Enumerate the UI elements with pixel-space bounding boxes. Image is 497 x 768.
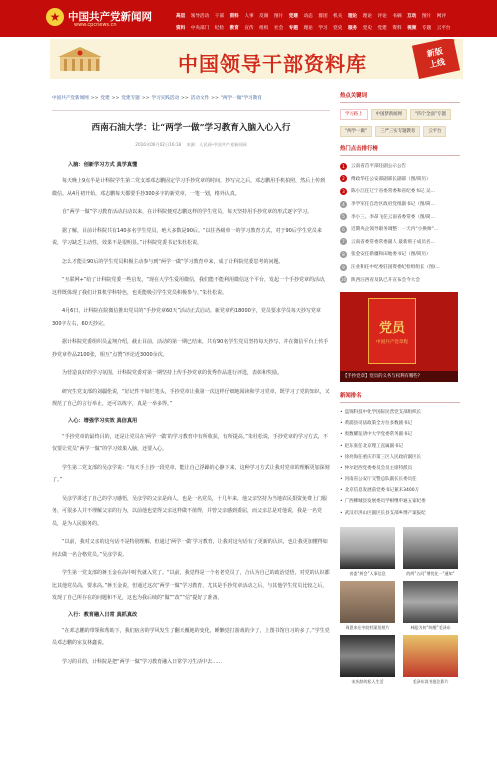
news-link[interactable]: • 北京信息发展前党委书记兼未3400万 <box>340 485 460 496</box>
nav-link[interactable]: 专题 <box>421 26 432 31</box>
article-paragraph: 4月6日，计科院在院微信推出党员的“手抄党章60天”活动正式启动。新党章约18000字，党员要求学员每天抄写党章300字左右，60天抄完。 <box>52 308 321 327</box>
banner-badge-line1: 新版 <box>426 46 444 59</box>
ranking-item[interactable] <box>340 261 460 274</box>
photo-card[interactable] <box>403 635 458 687</box>
banner-title: 中国领导干部资料库 <box>178 52 367 76</box>
news-link[interactable]: • 徐亮海任重庆市第三区人民政府副区长 <box>340 452 460 463</box>
article-meta <box>52 142 330 148</box>
nav-link[interactable]: 互动 <box>407 14 417 19</box>
nav-link[interactable]: 党建 <box>288 14 298 19</box>
article-paragraph: 每天晚上9点半是计科院学生第二党支部邓志鹏固定学习手抄党章的时间，抄写完之后，邓志鹏用手机拍照，然后上传到微信。从4月初开始，邓志鹏每天都要手抄300多字的新党章，一笔一划，格外认真。 <box>52 178 326 197</box>
ranking-item[interactable] <box>340 273 460 286</box>
section-heading: 入脑：创新学习方式 真学真懂 <box>68 162 138 168</box>
article-paragraph: 自“两学一做”学习教育活动启动以来，在计科院便对志鹏这样的学生党员，每天坚持用手抄党章的形式逐字学习。 <box>62 209 313 215</box>
photo-image <box>403 527 458 569</box>
photo-caption[interactable]: 林彪为何“叫醒”毛泽东 <box>410 624 451 630</box>
section-heading: 入心：增强学习实效 真信真用 <box>68 417 138 424</box>
article-paragraph: “手抄党章的最终目的，还是让党员在‘两学一做’的学习教育中有所收获，有所提高。”朱杜松说，手抄党章的学习方式，不仅要让党员“两学一做”的学习效果入脑，还要入心。 <box>52 433 328 452</box>
sidebar <box>340 92 460 687</box>
news-list <box>340 407 460 519</box>
photo-card[interactable] <box>340 527 395 579</box>
ranking-link[interactable]: 李小三、李昂飞任云南省委常委（图/简... <box>351 214 436 220</box>
nav-link[interactable]: 干部 <box>214 14 224 19</box>
ranking-link[interactable]: 陕西汪西省及队已开宣布会今大会 <box>351 277 420 283</box>
article-source: 来源：人民网-中国共产党新闻网 <box>186 142 247 147</box>
nav-link[interactable]: 评论 <box>377 14 387 19</box>
nav-link[interactable]: 理论 <box>303 26 313 31</box>
nav-link[interactable]: 宣传 <box>244 26 254 31</box>
article-paragraph: 学生第一党支部的蒋玉金在高中时代就入党了。“以前，我觉得是一个名老党员了，合认为自己的政治觉悟，对党的认识都比其他党员高，要求高。”蒋玉金说，但通过这次“两学一做”学习教育，尤其是手抄党章活动之后，与其他学生党员比较之后，发现了自己所存在的问题和不足，这也为我后续的“做”“改”“信”提好了准备。 <box>52 570 330 601</box>
breadcrumb-separator: >> <box>90 96 99 101</box>
nav-link[interactable]: 学习 <box>318 26 328 31</box>
nav-link[interactable]: 组织 <box>259 26 269 31</box>
ranking-heading: 热门点击排行榜 <box>340 145 460 156</box>
news-link[interactable]: • 广西柳城县发展委员学相继申通五家纪委 <box>340 496 460 507</box>
article-date: 2016年06月02日16:18 <box>135 142 182 147</box>
article-paragraph: 据计科院党委组织员孟翔介绍，截止目前，活动的第一期已结束，共有90名学生党员坚持每天抄写，并在微信平台上传手抄党章作品2100张，相互“点赞”评论近3000余次。 <box>52 339 329 358</box>
article-paragraph: “互联网+”给了计科院党委一些启发。“现在大学生爱用微信，我们能不能利用微信这个平台，发起一个手抄党章的活动，这样既体现了我们计算机学科特色，也更能吸引学生党员积极参与。”朱杜松说。 <box>52 277 329 296</box>
nav-link[interactable]: 服务 <box>347 26 358 31</box>
nav-row <box>176 10 446 22</box>
party-charter-promo[interactable] <box>340 292 458 382</box>
promo-banner[interactable] <box>50 39 463 79</box>
article-paragraph: “以前，我对父亲的这句话不是特别理解，但通过‘两学一做’学习教育，让我对这句话有了更新的认识，也让我更加懂得如何去做一名合格党员。”吴彦学说。 <box>52 539 328 558</box>
news-link[interactable]: • 河南省公安厅交警总队副长长委员任 <box>340 474 460 485</box>
nav-link[interactable]: 党建 <box>377 26 387 31</box>
nav-link[interactable]: 群团 <box>318 14 328 19</box>
photo-image <box>403 581 458 623</box>
nav-link[interactable]: 书摘 <box>392 14 402 19</box>
nav-link[interactable]: 领导活动 <box>190 14 210 19</box>
breadcrumb-link[interactable]: "两学一做"学习教育 <box>220 96 262 101</box>
breadcrumb-link[interactable]: 党建 <box>100 96 110 101</box>
hot-keyword-tag[interactable]: 中国梦新闻网 <box>371 109 407 120</box>
banner-badge <box>412 39 460 79</box>
nav-link[interactable]: 机关 <box>333 14 343 19</box>
breadcrumb-separator: >> <box>141 96 150 101</box>
nav-link[interactable]: 理论 <box>362 14 372 19</box>
article-paragraph: 据了解，目前计科院共有140多名学生党员，绝大多数是90后。“以往各级单一的学习教育方式，对于90后学生党员来说，学习缺乏主动性，效果不是很明显。”计科院党委书记朱杜松说。 <box>52 227 322 246</box>
hot-keywords-heading: 热点关键词 <box>340 92 460 103</box>
article-body <box>52 161 330 668</box>
ranking-item[interactable] <box>340 160 460 173</box>
nav-row <box>176 22 451 34</box>
ranking-link[interactable]: 近期央企领导职务调整：一天内“小换帅”... <box>351 227 439 233</box>
hot-keyword-tag[interactable]: “四个全面”专题 <box>410 109 451 120</box>
ranking-item[interactable] <box>340 210 460 223</box>
news-link[interactable]: • 武汉市洪山区副区长县支部乡博产案报纪 <box>340 508 460 519</box>
photo-image <box>340 635 395 677</box>
nav-link[interactable]: 人事 <box>244 14 254 19</box>
breadcrumb-link[interactable]: 党建专题 <box>121 96 140 101</box>
article-paragraph: 学习的目的，计科院是把“两学一做”学习教育融入日常学习生活中去…… <box>62 658 223 665</box>
promo-book-subtitle: 中国共产党章程 <box>375 339 409 345</box>
nav-link[interactable]: 党史 <box>333 26 343 31</box>
ranking-item[interactable] <box>340 236 460 249</box>
nav-link[interactable]: 资料 <box>392 26 402 31</box>
photo-card[interactable] <box>403 581 458 633</box>
nav-link[interactable]: 资料 <box>229 14 239 19</box>
nav-link[interactable]: 理论 <box>347 14 358 19</box>
nav-link[interactable]: 社会 <box>273 26 284 31</box>
news-link[interactable]: • 盘锦科技中化学国际民营党支部组织长 <box>340 407 460 418</box>
ranking-link[interactable]: 李学军任自治区政府党组副书记（图/简... <box>351 202 436 208</box>
hot-keyword-tag[interactable]: 学习路上 <box>340 109 368 120</box>
party-charter-book-image <box>368 298 416 364</box>
nav-link[interactable]: 视频 <box>407 26 417 31</box>
nav-link[interactable]: 党史 <box>362 26 372 31</box>
rank-number: 8 <box>340 251 347 258</box>
photo-card[interactable] <box>340 581 395 633</box>
hot-keyword-tag[interactable]: “两学一做” <box>340 126 372 137</box>
photo-caption[interactable]: 周恩来在中院档案馆照片 <box>345 624 390 630</box>
photo-caption[interactable]: 省委“两会”人事信息 <box>349 570 386 576</box>
nav-link[interactable]: 教育 <box>229 26 239 31</box>
rank-number: 1 <box>340 163 347 170</box>
photo-image <box>403 635 458 677</box>
ranking-item[interactable] <box>340 185 460 198</box>
hot-keyword-tag[interactable]: 云平台 <box>423 126 446 137</box>
promo-book-title: 党员 <box>378 320 405 336</box>
article-paragraph: 为营造良好的学习氛围，计科院党委对第一期坚持上传手抄党章的优秀作品进行评选，表彰和奖励。 <box>62 370 283 376</box>
ranking-item[interactable] <box>340 223 460 236</box>
section-heading: 入行：教育融入日常 真抓真改 <box>68 611 138 618</box>
photo-card[interactable] <box>340 635 395 687</box>
nav-link[interactable]: 图片 <box>421 14 432 19</box>
nav-link[interactable]: 动态 <box>303 14 313 19</box>
breadcrumb-link[interactable]: 中国共产党新闻网 <box>52 96 89 101</box>
news-link[interactable]: • 赵东张任北京理工直属副书记 <box>340 441 460 452</box>
rank-number: 5 <box>340 213 347 220</box>
ranking-link[interactable]: 张金安任新疆和田地委书记（图/简历） <box>351 252 431 258</box>
site-name: 中国共产党新闻网 <box>68 11 152 23</box>
ranking-item[interactable] <box>340 198 460 211</box>
news-heading: 新闻排名 <box>340 392 460 403</box>
photo-card[interactable] <box>403 527 458 579</box>
site-url: www.cpcnews.cn <box>74 22 117 28</box>
great-hall-icon <box>56 43 116 75</box>
ranking-list <box>340 160 460 286</box>
photo-caption[interactable]: 宋庆龄的私人生活 <box>351 678 384 684</box>
nav-link[interactable]: 云平台 <box>436 26 451 31</box>
rank-number: 6 <box>340 226 347 233</box>
photo-caption[interactable]: 毛泽东读书批注影片 <box>412 678 449 684</box>
news-link[interactable]: • 仲尔赵西党委委员会员主席特派员 <box>340 463 460 474</box>
rank-number: 7 <box>340 238 347 245</box>
nav-link[interactable]: 纪检 <box>214 26 224 31</box>
article-paragraph: 吴彦学讲述了自己的学习感悟，吴彦学的父亲是商人，也是一名党员，十几年来，他父亲坚持为当地农民捐资免费上门服务，可很多人并不理解父亲的行为，以前他也觉得父亲这样做不值得，并曾父亲感到委屈，而父亲总是对他说，我是一名党员，是为人民服务的。 <box>52 495 328 527</box>
ranking-link[interactable]: 云南省委常委常委副人 最新班子成员名... <box>351 239 435 245</box>
breadcrumb <box>52 95 262 101</box>
site-header <box>0 0 497 37</box>
ranking-item[interactable] <box>340 173 460 186</box>
article-paragraph: 学生第二党支部的吴彦学说：“每天手上抄一段党章，能让自己浮躁的心静下来，这种学习方式让我对党章的理解更加深刻了。” <box>52 464 330 483</box>
rank-number: 4 <box>340 201 347 208</box>
breadcrumb-link[interactable]: 活动文件 <box>190 96 210 101</box>
ranking-link[interactable]: 傅政华任公安部副部长副部（图/简历） <box>351 176 431 182</box>
article-paragraph: 研究生党支部的刘疆伦说，“好记性不如烂笔头，手抄党章让我第一次这样仔细地阅读和学习党章，既学习了党的知识，又规范了自己的言行举止，还可以练字，真是一举多得。” <box>52 388 330 407</box>
article <box>52 110 330 674</box>
main-nav <box>176 10 451 34</box>
ranking-item[interactable] <box>340 248 460 261</box>
article-title: 西南石油大学：让“两学一做”学习教育入脑入心入行 <box>91 123 291 133</box>
site-logo[interactable] <box>46 6 171 30</box>
rank-number: 10 <box>340 277 347 283</box>
banner-badge-line2: 上线 <box>428 57 446 70</box>
article-paragraph: 怎么才能让90后的学生党员积极主动参与到“两学一做”学习教育中来，成了计科院党委思考的问题。 <box>62 258 284 265</box>
promo-caption[interactable]: 【手抄党章】党员的义务与权利有哪些? <box>340 371 458 382</box>
nav-link[interactable]: 图片 <box>273 14 284 19</box>
breadcrumb-link[interactable]: 学习实践活动 <box>151 96 180 101</box>
nav-link[interactable]: 高层 <box>176 14 186 19</box>
ranking-link[interactable]: 云南省首平部任副公示公告 <box>351 164 407 170</box>
rank-number: 2 <box>340 175 347 182</box>
photo-image <box>340 581 395 623</box>
nav-link[interactable]: 反腐 <box>259 14 269 19</box>
rank-number: 9 <box>340 264 347 271</box>
nav-link[interactable]: 中央部门 <box>190 26 210 31</box>
party-emblem-icon: ★ <box>46 8 64 26</box>
news-link[interactable]: • 黄浦县司法政策全方位多数剧书记 <box>340 418 460 429</box>
ranking-link[interactable]: 汪业和任中纪委驻国资委纪检组组长（图/... <box>351 265 440 271</box>
hot-keyword-tag[interactable]: 三严三实专题教育 <box>375 126 420 137</box>
news-link[interactable]: • 奥数耀征请中大学党委常务副书记 <box>340 429 460 440</box>
article-paragraph: “在邓志鹏的带领和帮助下，我们宿舍的学风发生了翻天覆地的变化，睡懒觉打游戏的少了，上图书馆自习的多了。”学生党员邓志鹏的室友林鑫说。 <box>52 627 330 646</box>
rank-number: 3 <box>340 188 347 195</box>
breadcrumb-separator: >> <box>181 96 189 101</box>
breadcrumb-separator: >> <box>111 96 120 101</box>
photo-image <box>340 527 395 569</box>
photo-grid <box>340 527 460 687</box>
hot-keywords <box>340 109 460 143</box>
nav-link[interactable]: 专题 <box>288 26 298 31</box>
ranking-link[interactable]: 陈小江任辽宁省委常委和省纪委书记 吴... <box>351 189 435 195</box>
nav-link[interactable]: 网评 <box>436 14 446 19</box>
breadcrumb-separator: >> <box>211 96 219 101</box>
photo-caption[interactable]: 的两“五问”增优化一“通知” <box>406 570 455 576</box>
nav-link[interactable]: 资料 <box>176 26 186 31</box>
